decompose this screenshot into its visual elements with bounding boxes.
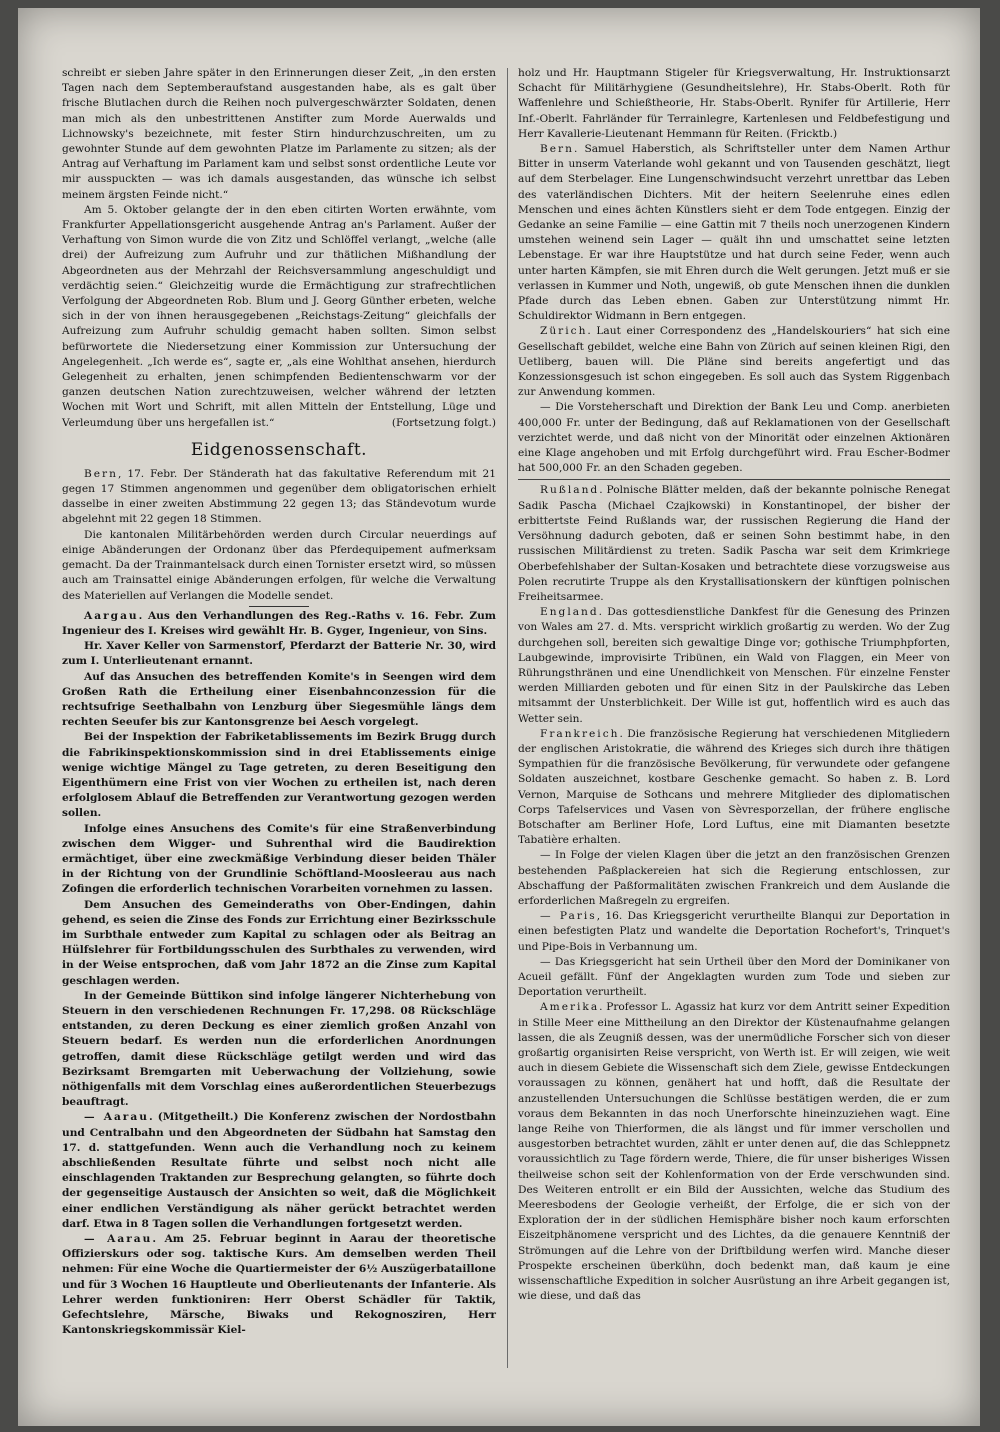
news-item: — Die Vorsteherschaft und Direktion der Bank Leu und Comp. anerbieten 400,000 Fr. unter der Bedingung, daß auf Reklamationen von der Gesellschaft verzichtet werde, und daß nicht von der Minorität oder einzelnen Aktionären eine Klage angehoben und mit Erfolg durchgeführt wird. Frau Escher-Bodmer hat 500,000 Fr. an den Schaden gegeben.: [518, 401, 950, 475]
news-item: [518, 1000, 950, 1304]
news-item: holz und Hr. Hauptmann Stigeler für Kriegsverwaltung, Hr. Instruktionsarzt Schacht für Militärhygiene (Gesundheitslehre), Hr. Stabs-Oberlt. Roth für Waffenlehre und Schießtheorie, Hr. Stabs-Oberlt. Rynifer für Artillerie, Herr Inf.-Oberlt. Fahrländer für Terrainlegre, Kartenlesen und Feldbefestigung und Herr Kavallerie-Lieutenant Hemmann für Reiten. (Fricktb.): [518, 67, 950, 140]
place-name: Bern: [84, 467, 118, 480]
news-item: [518, 909, 950, 955]
place-name: Zürich: [540, 325, 588, 338]
news-item: Infolge eines Ansuchens des Comite's für eine Straßenverbindung zwischen dem Wigger- und Suhrenthal wird die Baudirektion ermächtiget, über eine zweckmäßige Verbindung dieser beiden Thäler in der Richtung von der Grundlinie Schöftland-Moosleerau aus nach Zofingen die erforderlich technischen Vorarbeiten vornehmen zu lassen.: [62, 822, 496, 896]
continuation-note: (Fortsetzung folgt.): [391, 416, 496, 429]
separator-rule: [249, 606, 309, 607]
news-text: . Die französische Regierung hat verschiedenen Mitgliedern der englischen Aristokratie, die während des Krieges sich durch ihre thätigen Sympathien für die französische Bevölkerung, für verwundete oder gefangene Soldaten auszeichnet, kostbare Geschenke gemacht. So haben z. B. Lord Vernon, Marquise de Sothcans und mehrere Mitglieder des diplomatischen Corps Tafelservices und Vasen von Sèvresporzellan, der frühere englische Botschafter am Berliner Hofe, Lord Luftus, eine mit Diamanten besetzte Tabatière erhalten.: [518, 727, 950, 847]
news-item: [518, 605, 950, 727]
news-item: Auf das Ansuchen des betreffenden Komite's in Seengen wird dem Großen Rath die Ertheilung einer Eisenbahnconzession für die rechtsufrige Seethalbahn von Lenzburg über Siegesmühle längs dem rechten Seeufer bis zur Kantonsgrenze bei Aesch vorgelegt.: [62, 670, 496, 729]
news-item: [62, 1232, 496, 1338]
news-item: [518, 324, 950, 400]
place-name: — Aarau: [84, 1111, 149, 1124]
news-text: , 16. Das Kriegsgericht verurtheilte Blanqui zur Deportation in einen befestigten Platz und wandelte die Deportation Rochefort's, Trinquet's und Pipe-Bois in Verbannung um.: [518, 910, 950, 953]
news-text: . Laut einer Correspondenz des „Handelskouriers“ hat sich eine Gesellschaft gebildet, welche eine Bahn von Zürich auf seinen kleinen Rigi, den Uetliberg, bauen will. Die Pläne sind bereits angefertigt und das Konzessionsgesuch ist schon eingegeben. Es soll auch das System Riggenbach zur Anwendung kommen.: [518, 325, 950, 399]
section-heading: Eidgenossenschaft.: [190, 439, 368, 460]
news-item: Die kantonalen Militärbehörden werden durch Circular neuerdings auf einige Abänderungen der Ordonanz über das Pferdequipement aufmerksam gemacht. Da der Trainmantelsack durch einen Tornister ersetzt wird, so müssen auch am Trainsattel einige Abänderungen erfolgen, für welche die Verwaltung des Materiellen auf Verlangen die Modelle sendet.: [62, 528, 496, 602]
news-item: [518, 483, 950, 605]
right-column: [518, 66, 950, 1304]
news-text: . Das gottesdienstliche Dankfest für die Genesung des Prinzen von Wales am 27. d. Mts. verspricht wirklich großartig zu werden. Wo der Zug durchgehen soll, bereiten sich gewaltige Dinge vor; gothische Triumphpforten, Laubgewinde, improvisirte Tribünen, ein Wald von Flaggen, ein Meer von Rührungsthränen und eine Unendlichkeit von Menschen. Für einzelne Fenster werden Milliarden geboten und für einen Sitz in der Paulskirche das Leben mitsammt der Unsterblichkeit. Der Wille ist gut, hoffentlich wird es auch das Wetter sein.: [518, 606, 950, 725]
news-text: . Polnische Blätter melden, daß der bekannte polnische Renegat Sadik Pascha (Michael Czajkowski) in Konstantinopel, der bisher der erbittertste Feind Rußlands war, der russischen Regierung die Hand der Versöhnung dadurch geboten, daß er seinen Sohn bestimmt habe, in den russischen Militärdienst zu treten. Sadik Pascha war seit dem Krimkriege Oberbefehlshaber der Sultan-Kosaken und betrachtete diese vorzugsweise aus Polen recrutirte Truppe als den Krystallisationskern der künftigen polnischen Freiheitsarmee.: [518, 484, 950, 603]
news-item: [62, 609, 496, 639]
news-text: . Samuel Haberstich, als Schriftsteller unter dem Namen Arthur Bitter in unserm Vaterlande wohl gekannt und von Tausenden geschätzt, liegt auf dem Sterbelager. Eine Lungenschwindsucht verzehrt unrettbar das Leben des vaterländischen Dichters. Mit der heitern Seelenruhe eines edlen Menschen und eines ächten Künstlers sieht er dem Tode entgegen. Einzig der Gedanke an seine Familie — eine Gattin mit 7 theils noch unerzogenen Kindern umstehen weinend sein Lager — quält ihn und umschattet seine letzten Lebenstage. Er war ihre Hauptstütze und hat durch seine Feder, wenn auch unter harten Kämpfen, sie mit Ehren durch die Welt gerungen. Jetzt muß er sie verlassen in Kummer und Noth, ungewiß, ob gute Menschen ihnen die dunklen Pfade durch das Leben ebnen. Gaben zur Unterstützung nimmt Hr. Schuldirektor Widmann in Bern entgegen.: [518, 143, 950, 323]
news-item: — Das Kriegsgericht hat sein Urtheil über den Mord der Dominikaner von Acueil gefällt. Fünf der Angeklagten wurden zum Tode und sieben zur Deportation verurtheilt.: [518, 955, 950, 999]
news-text: . Professor L. Agassiz hat kurz vor dem Antritt seiner Expedition in Stille Meer eine Mittheilung an den Direktor der Küstenaufnahme gelangen lassen, die als Zeugniß dessen, was der unermüdliche Forscher sich von dieser großartig organisirten Reise verspricht, von Werth ist. Er will zeigen, wie weit auch in diesem Gebiete die Wissenschaft sich dem Ziele, gewisse Entdeckungen voraussagen zu können, genähert hat und hofft, daß die Resultate der anzustellenden Untersuchungen die Schlüsse bestätigen werden, die er zum voraus dem Bekannten in das noch Unerforschte hineinzuziehen wagt. Eine lange Reihe von Thierformen, die als längst und für immer verschollen und ausgestorben betrachtet wurden, zählt er unter denen auf, die das Schleppnetz voraussichtlich zu Tage fördern werde, Thiere, die für unser bisheriges Wissen theilweise schon seit der Kohlenformation von der Erde verschwunden sind. Des Weiteren entrollt er ein Bild der Aussichten, welche das Studium des Meeresbodens der Geologie verheißt, der Erfolge, die er sich von der Exploration der in der südlichen Hemisphäre bisher noch kaum erforschten Eiszeitphänomene verspricht und des Lichtes, da die genauere Kenntniß der Strömungen auf die Lehre von der Driftbildung werfen wird. Manche dieser Prospekte erscheinen überkühn, doch bedenkt man, daß kaum je eine wissenschaftliche Expedition in solcher Ausrüstung an ihre Arbeit gegangen ist, wie diese, und daß das: [518, 1001, 950, 1303]
news-item: [62, 1110, 496, 1232]
news-item: Bei der Inspektion der Fabriketablissements im Bezirk Brugg durch die Fabrikinspektionskommission sind in drei Etablissements einige wenige wichtige Mängel zu Tage getreten, zu deren Beseitigung den Eigenthümern eine Frist von vier Wochen zu ertheilen ist, nach deren erfolglosem Ablauf die Betreffenden zur Verantwortung gezogen werden sollen.: [62, 731, 496, 820]
left-column: [62, 66, 496, 1338]
separator-rule: [518, 479, 950, 480]
article-text: Am 5. Oktober gelangte der in den eben citirten Worten erwähnte, vom Frankfurter Appellationsgericht ausgehende Antrag an's Parlament. Außer der Verhaftung von Simon wurde die von Zitz und Schlöffel verlangt, „welche (alle drei) der Aufreizung zum Aufruhr und zur thätlichen Mißhandlung der Abgeordneten aus der Mehrzahl der Reichsversammlung angeschuldigt und verdächtig seien.“ Gleichzeitig wurde die Ermächtigung zur strafrechtlichen Verfolgung der Abgeordneten Rob. Blum und J. Georg Günther erbeten, welche sich in der von ihnen herausgegebenen „Reichstags-Zeitung“ gleichfalls der Aufreizung zum Aufruhr schuldig gemacht haben sollten. Simon selbst befürwortete die Niedersetzung einer Kommission zur Untersuchung der Angelegenheit. „Ich werde es“, sagte er, „als eine Wohlthat ansehen, hierdurch Gelegenheit zu erhalten, jenen schimpfenden Bedientenschwarm vor der ganzen deutschen Nation zurechtzuweisen, welcher während der letzten Wochen mit Wort und Schrift, mit allen Mitteln der Entstellung, Lüge und Verleumdung über uns hergefallen ist.“: [62, 203, 496, 429]
place-name: Rußland: [540, 484, 600, 497]
news-item: Dem Ansuchen des Gemeinderaths von Ober-Endingen, dahin gehend, es seien die Zinse des Fonds zur Errichtung einer Bezirksschule im Surbthale entweder zum Kapital zu schlagen oder als Beitrag an Hülfslehrer für Fortbildungsschulen des Surbthales zu verwenden, wird in der Weise entsprochen, daß vom Jahr 1872 an die Zinse zum Kapital geschlagen werden.: [62, 898, 496, 987]
place-name: — Paris: [540, 910, 597, 923]
place-name: Bern: [540, 143, 574, 156]
column-divider: [507, 68, 508, 1368]
news-text: . Am 25. Februar beginnt in Aarau der theoretische Offizierskurs oder sog. taktische Kurs. Am demselben werden Theil nehmen: Für eine Woche die Quartiermeister der 6½ Auszügerbataillone und für 3 Wochen 16 Hauptleute und Oberlieutenants der Infanterie. Als Lehrer werden funktioniren: Herr Oberst Schädler für Taktik, Gefechtslehre, Märsche, Biwaks und Rekognosziren, Herr Kantonskriegskommissär Kiel-: [62, 1233, 496, 1337]
news-text: . (Mitgetheilt.) Die Konferenz zwischen der Nordostbahn und Centralbahn und den Abgeordneten der Südbahn hat Samstag den 17. d. stattgefunden. Wenn auch die Verhandlung noch zu keinem abschließenden Resultate führte und selbst noch nicht alle einschlagenden Traktanden zur Besprechung gelangten, so führte doch der gegenseitige Austausch der Ansichten so weit, daß die Möglichkeit einer endlichen Verständigung als näher gerückt betrachtet werden darf. Etwa in 8 Tagen sollen die Verhandlungen fortgesetzt werden.: [62, 1111, 496, 1230]
place-name: England: [540, 606, 599, 619]
news-item: Hr. Xaver Keller von Sarmenstorf, Pferdarzt der Batterie Nr. 30, wird zum I. Unterlieutenant ernannt.: [62, 640, 496, 668]
place-name: Aargau: [84, 609, 139, 622]
place-name: — Aarau: [84, 1233, 153, 1246]
news-item: — In Folge der vielen Klagen über die jetzt an den französischen Grenzen bestehenden Paßplackereien hat sich die Regierung entschlossen, zur Abschaffung der Paßformalitäten zwischen Frankreich und dem Auslande die erforderlichen Maßregeln zu ergreifen.: [518, 849, 950, 907]
news-item: [62, 467, 496, 528]
news-item: [518, 727, 950, 849]
news-item: [518, 142, 950, 324]
place-name: Frankreich: [540, 727, 620, 740]
newspaper-page: [18, 8, 980, 1426]
news-item: In der Gemeinde Büttikon sind infolge längerer Nichterhebung von Steuern in den verschiedenen Rechnungen Fr. 17,298. 08 Rückschläge entstanden, zu deren Deckung es einer ziemlich großen Anzahl von Steuern bedarf. Es werden nun die erforderlichen Anordnungen getroffen, damit diese Rückschläge getilgt werden und wird das Bezirksamt Bremgarten mit Ueberwachung der Vollziehung, sowie nöthigenfalls mit dem Vorschlag eines außerordentlichen Steuerbezugs beauftragt.: [62, 989, 496, 1109]
news-text: , 17. Febr. Der Ständerath hat das fakultative Referendum mit 21 gegen 17 Stimmen angenommen und gegenüber dem obligatorischen erhielt dasselbe in einer zweiten Abstimmung 22 gegen 13; das Ständevotum wurde abgelehnt mit 22 gegen 18 Stimmen.: [62, 467, 496, 526]
article-paragraph: [62, 203, 496, 431]
place-name: Amerika: [540, 1001, 600, 1014]
article-paragraph: schreibt er sieben Jahre später in den Erinnerungen dieser Zeit, „in den ersten Tagen nach dem Septemberaufstand ausgestanden habe, als es galt über frische Blutlachen durch die Reihen noch pulvergeschwärzter Soldaten, denen man mich als den unbestrittenen Anstifter zum Morde Auerwalds und Lichnowsky's bezeichnete, mit fester Stirn hindurchzuschreiten, um zu gewohnter Stunde auf dem gewohnten Platze im Parlamente zu sitzen; als der Antrag auf Verhaftung im Parlament kam und selbst sonst ordentliche Leute vor mir ausspuckten — was ich damals ausgestanden, das wünsche ich selbst meinem ärgsten Feinde nicht.“: [62, 67, 496, 201]
news-text: . Aus den Verhandlungen des Reg.-Raths v. 16. Febr. Zum Ingenieur des I. Kreises wird gewählt Hr. B. Gyger, Ingenieur, von Sins.: [62, 609, 496, 637]
